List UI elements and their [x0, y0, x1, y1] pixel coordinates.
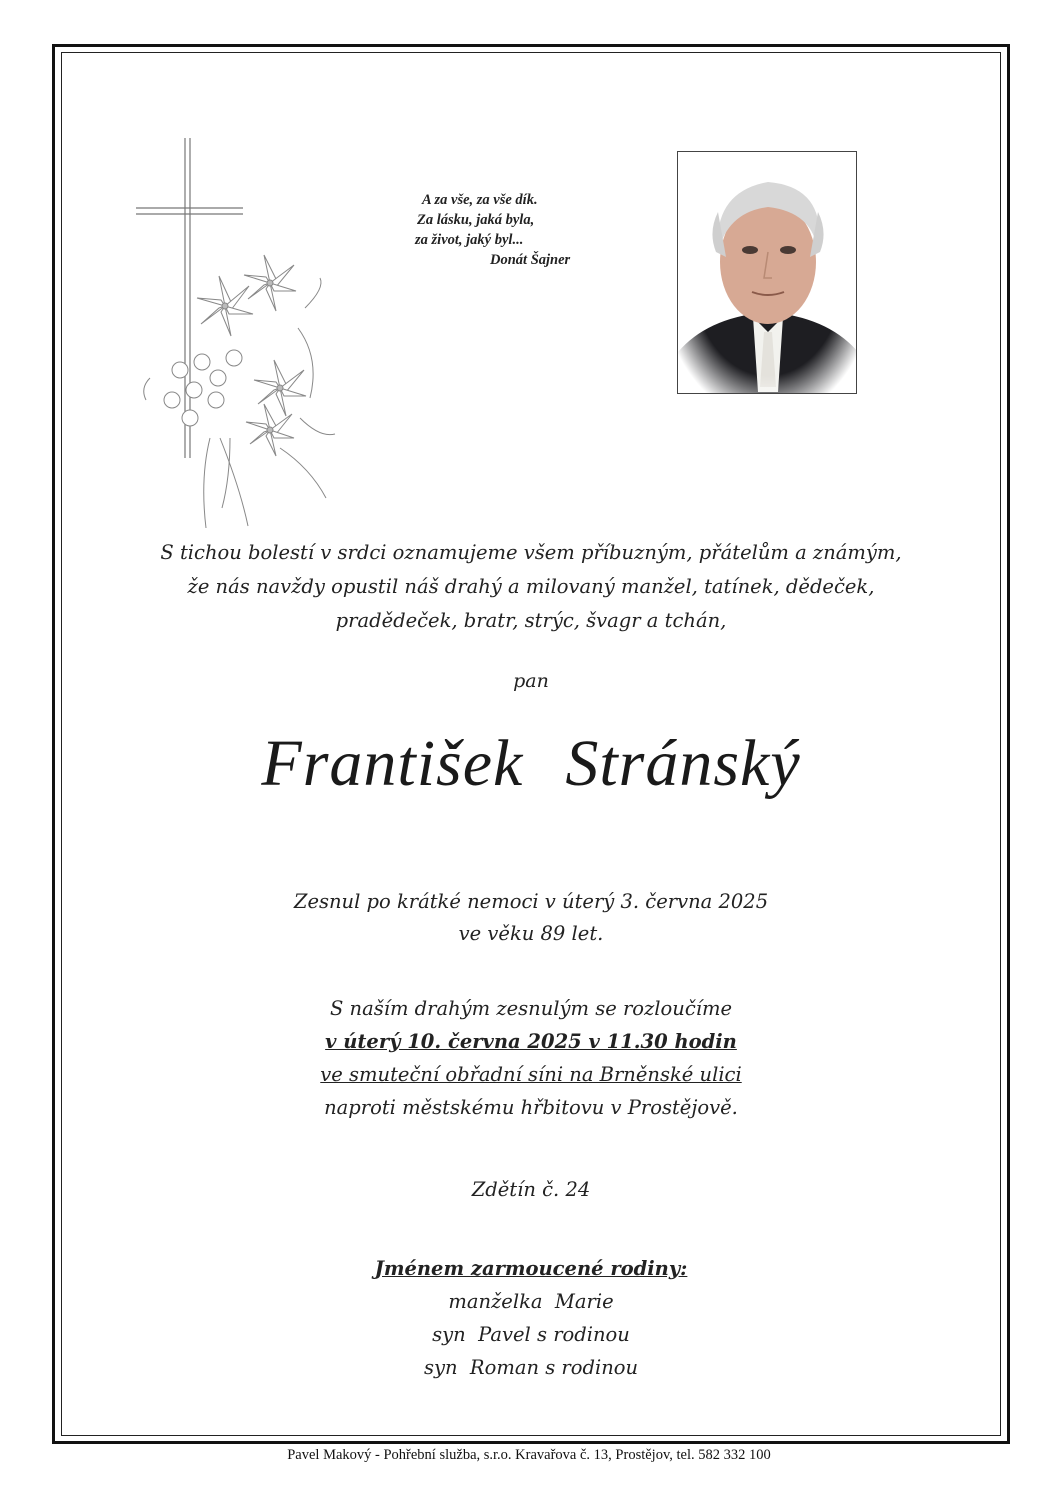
announcement-text: [62, 536, 1000, 638]
honorific: pan: [513, 670, 549, 692]
poem-line: Za lásku, jaká byla,: [417, 212, 535, 228]
funeral-datetime: v úterý 10. června 2025 v 11.30 hodin: [325, 1030, 737, 1053]
poem-quote: [412, 190, 642, 270]
cross-lilies-illustration: [130, 138, 340, 533]
family-member: syn Roman s rodinou: [423, 1356, 639, 1379]
announcement-line: že nás navždy opustil náš drahý a milovaný manžel, tatínek, dědeček,: [187, 575, 875, 598]
death-date-line: Zesnul po krátké nemoci v úterý 3. června 2025: [293, 890, 769, 913]
family-member: syn Pavel s rodinou: [432, 1323, 630, 1346]
family-heading: Jménem zarmoucené rodiny:: [374, 1257, 688, 1280]
lily-bouquet-illustration: [144, 255, 335, 528]
poem-line: A za vše, za vše dík.: [422, 192, 538, 208]
funeral-venue: ve smuteční obřadní síni na Brněnské ulici: [320, 1063, 742, 1086]
funeral-details: [62, 992, 1000, 1124]
last-name: Stránský: [565, 727, 801, 800]
family-member: manželka Marie: [448, 1290, 614, 1313]
poem-line: za život, jaký byl...: [415, 232, 524, 248]
announcement-line: S tichou bolestí v srdci oznamujeme všem příbuzným, přátelům a známým,: [160, 541, 902, 564]
announcement-line: pradědeček, bratr, strýc, švagr a tchán,: [335, 609, 727, 632]
age-line: ve věku 89 let.: [458, 922, 604, 945]
portrait-photo: [677, 151, 857, 394]
family-signature: [62, 1252, 1000, 1384]
deceased-name: [62, 726, 1000, 802]
first-name: František: [261, 727, 524, 800]
funeral-location: naproti městskému hřbitovu v Prostějově.: [324, 1096, 738, 1119]
address: Zdětín č. 24: [471, 1178, 591, 1201]
funeral-intro: S naším drahým zesnulým se rozloučíme: [329, 997, 733, 1020]
footer-funeral-service: Pavel Makový - Pohřební služba, s.r.o. Kravařova č. 13, Prostějov, tel. 582 332 100: [287, 1447, 771, 1463]
poem-author: Donát Šajner: [490, 252, 571, 268]
death-details: [62, 886, 1000, 950]
